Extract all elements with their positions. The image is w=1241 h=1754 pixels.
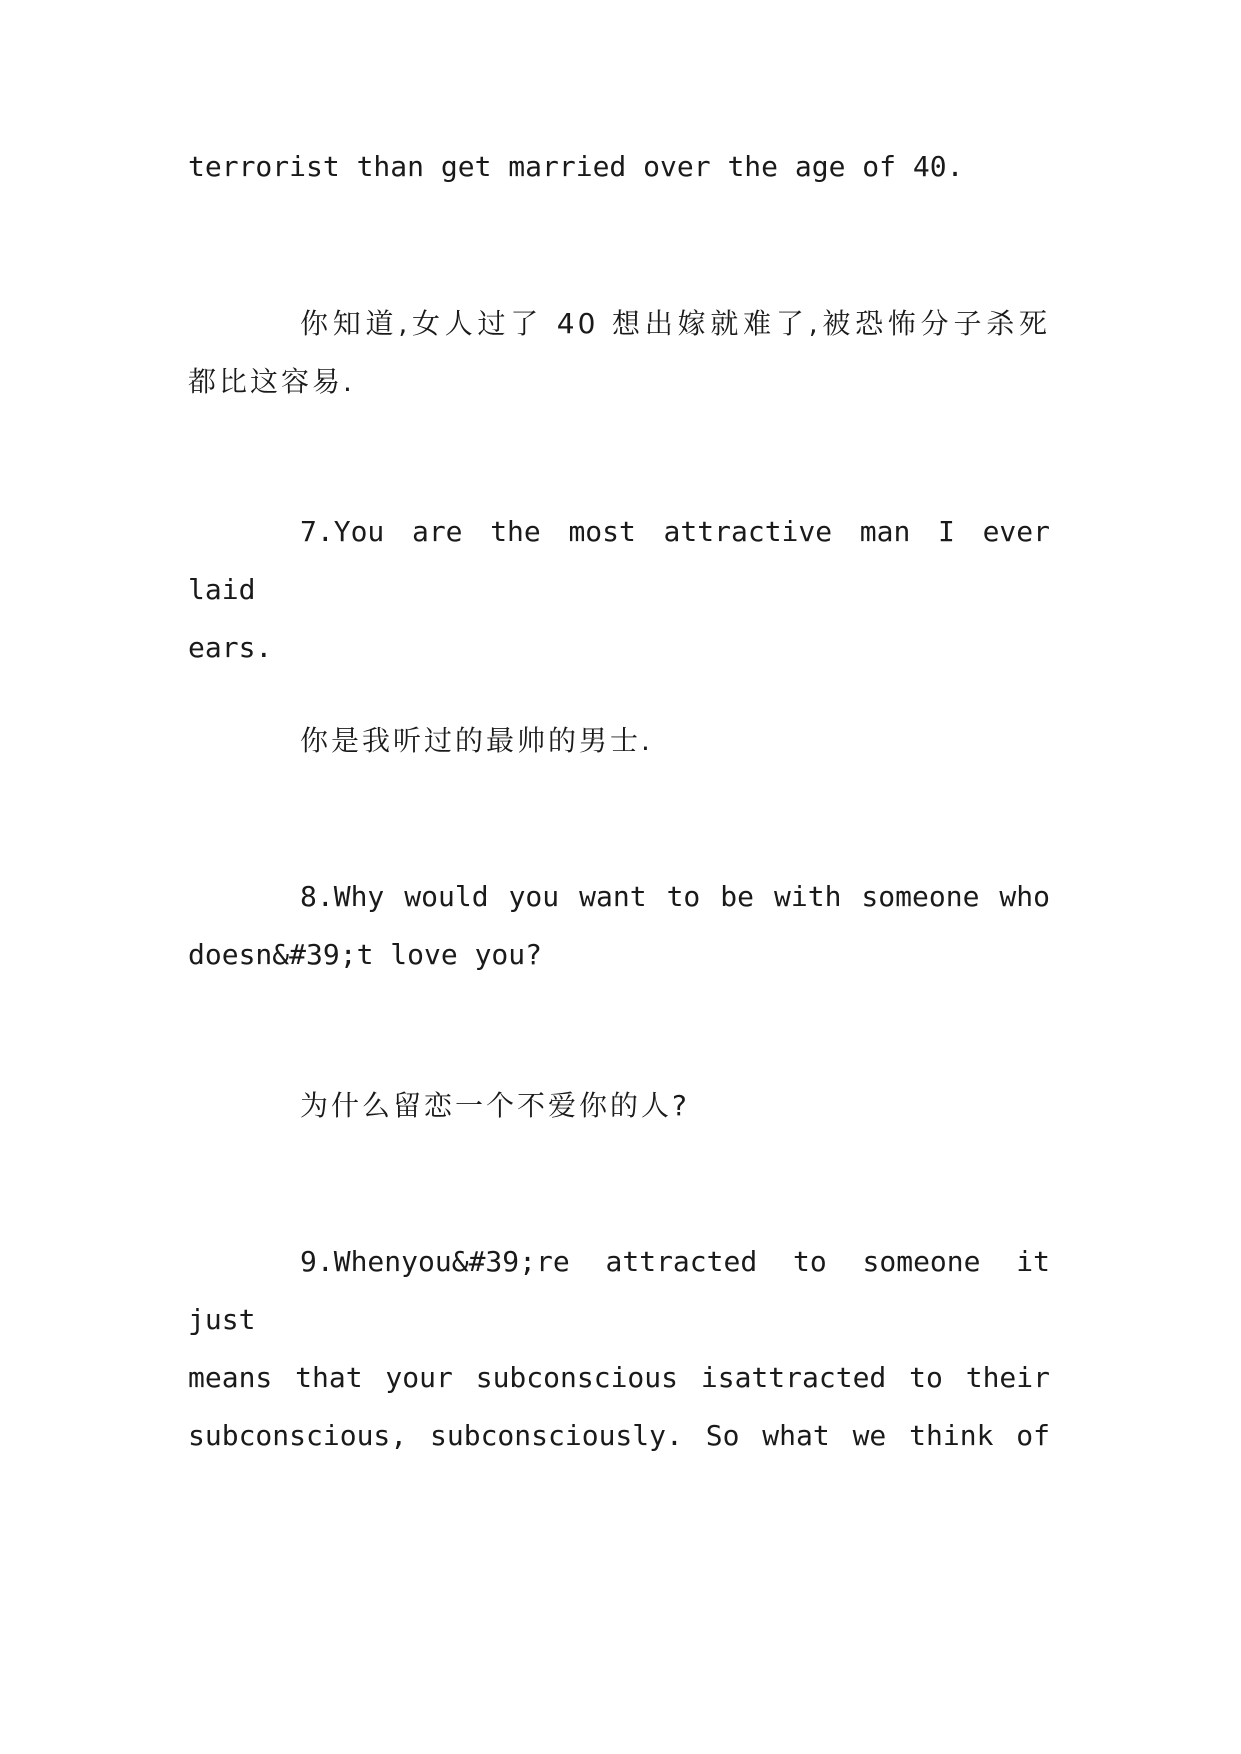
paragraph-item-9 <box>188 1233 1050 1465</box>
paragraph-chinese-translation-8 <box>188 1077 1050 1135</box>
paragraph-chinese-translation-7 <box>188 712 1050 770</box>
paragraph-continuation <box>188 138 1050 196</box>
text-line: 你是我听过的最帅的男士. <box>300 724 653 757</box>
text-line: ears. <box>188 631 273 664</box>
text-line: doesn&#39;t love you? <box>188 938 543 971</box>
text-line: subconscious, subconsciously. So what we think of <box>188 1419 1050 1452</box>
paragraph-item-8 <box>188 868 1050 984</box>
paragraph-item-7 <box>188 503 1050 677</box>
text-line: 9.Whenyou&#39;re attracted to someone it just <box>188 1245 1050 1336</box>
text-line: 你知道,女人过了 40 想出嫁就难了,被恐怖分子杀死 <box>300 307 1050 340</box>
text-line: 7.You are the most attractive man I ever laid <box>188 515 1050 606</box>
text-line: 为什么留恋一个不爱你的人? <box>300 1089 690 1122</box>
text-line: means that your subconscious isattracted to their <box>188 1361 1050 1394</box>
text-line: 8.Why would you want to be with someone who <box>300 880 1050 913</box>
paragraph-chinese-translation-6 <box>188 295 1050 411</box>
text-line: 都比这容易. <box>188 365 355 398</box>
text-line: terrorist than get married over the age of 40. <box>188 150 964 183</box>
